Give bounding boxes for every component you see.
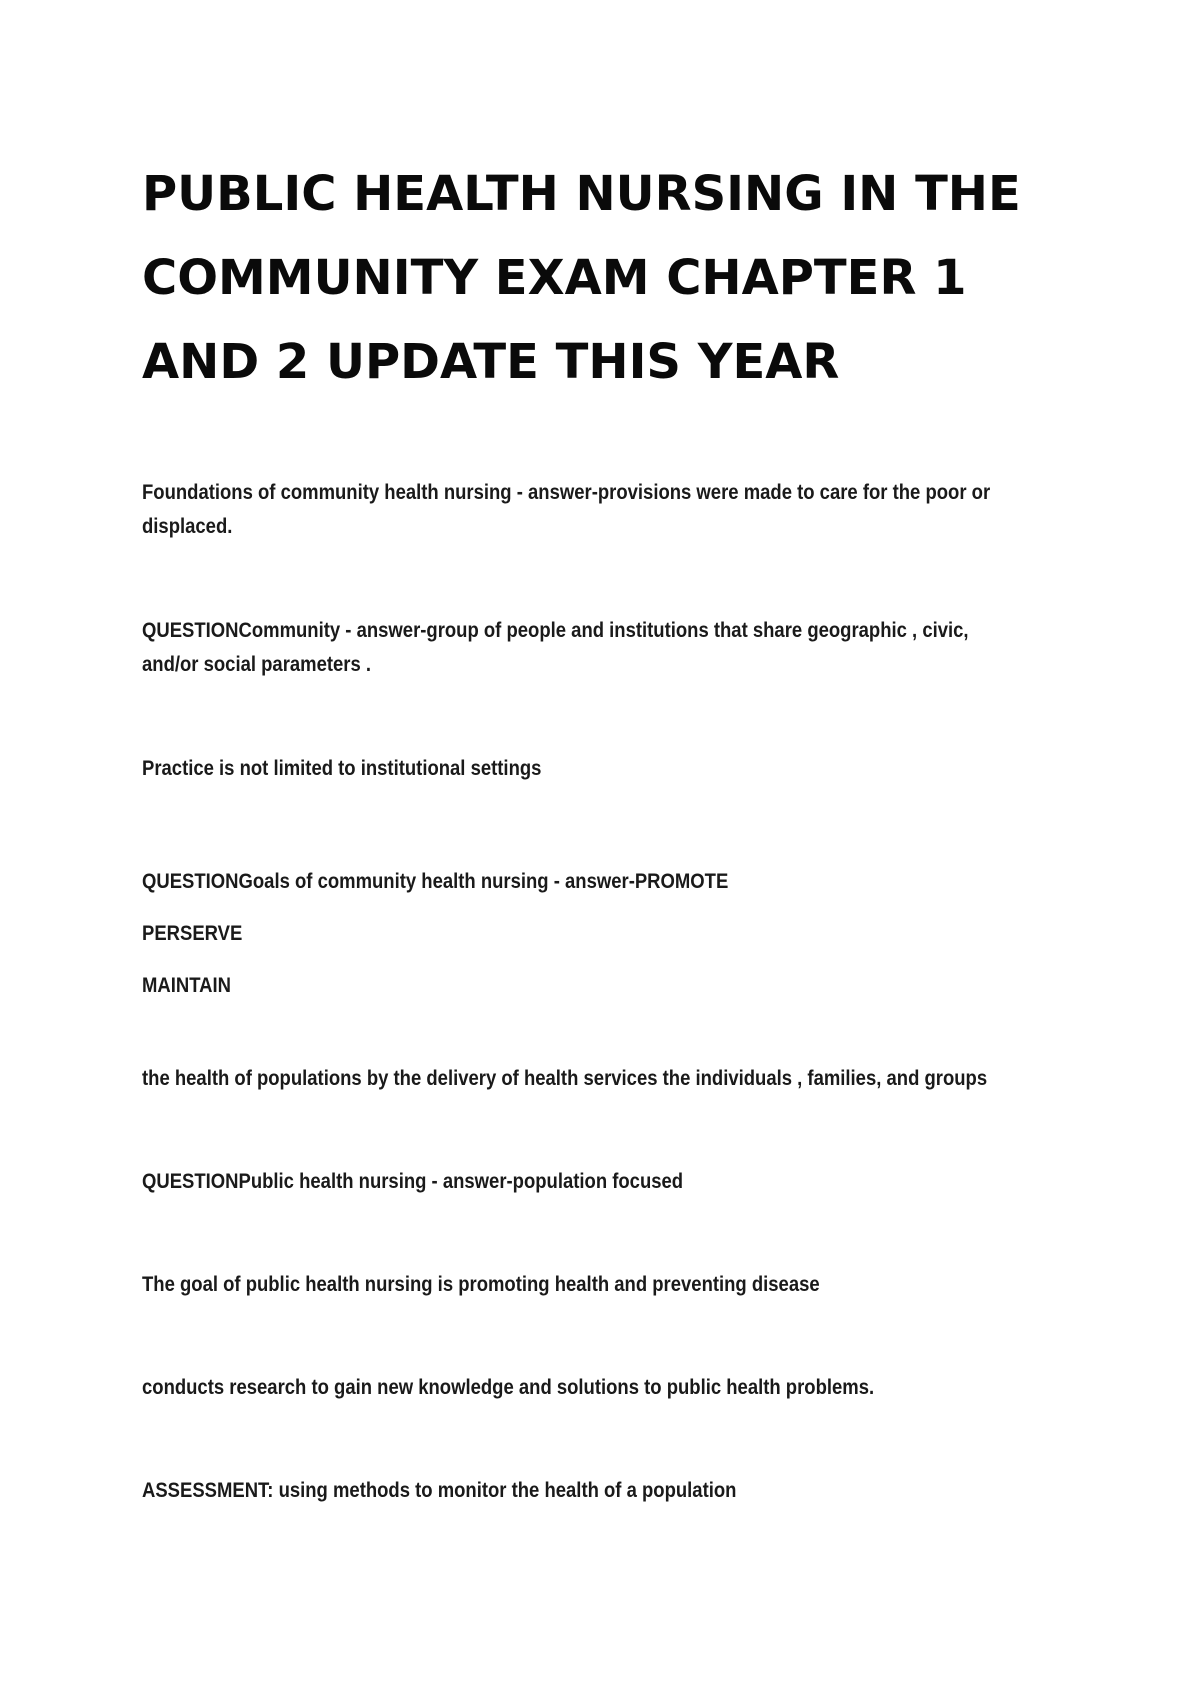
paragraph-line: ASSESSMENT: using methods to monitor the health of a population xyxy=(142,1479,737,1502)
paragraph-health-of-populations xyxy=(142,1062,1062,1096)
paragraph-line: and/or social parameters . xyxy=(142,653,372,676)
paragraph-line: QUESTIONGoals of community health nursing - answer-PROMOTE xyxy=(142,870,729,893)
paragraph-line: conducts research to gain new knowledge and solutions to public health problems. xyxy=(142,1376,875,1399)
paragraph-community xyxy=(142,614,1062,682)
paragraph-line: The goal of public health nursing is promoting health and preventing disease xyxy=(142,1273,820,1296)
paragraph-practice xyxy=(142,752,952,786)
paragraph-line: Foundations of community health nursing - answer-provisions were made to care for the poor or xyxy=(142,481,991,504)
paragraph-line: QUESTIONCommunity - answer-group of people and institutions that share geographic , civic, xyxy=(142,619,969,642)
paragraph-line: QUESTIONPublic health nursing - answer-population focused xyxy=(142,1170,684,1193)
paragraph-goal xyxy=(142,1268,952,1302)
paragraph-line: Practice is not limited to institutional settings xyxy=(142,757,542,780)
paragraph-line: MAINTAIN xyxy=(142,974,231,997)
paragraph-line: displaced. xyxy=(142,515,233,538)
paragraph-goals xyxy=(142,856,952,1012)
paragraph-line: PERSERVE xyxy=(142,922,243,945)
paragraph-public-health-nursing xyxy=(142,1165,952,1199)
title-line: PUBLIC HEALTH NURSING IN THE xyxy=(142,166,1021,222)
title-line: AND 2 UPDATE THIS YEAR xyxy=(142,334,840,390)
paragraph-foundations xyxy=(142,476,1062,544)
title-line: COMMUNITY EXAM CHAPTER 1 xyxy=(142,250,967,306)
paragraph-research xyxy=(142,1371,952,1405)
paragraph-line: the health of populations by the delivery of health services the individuals , families, and groups xyxy=(142,1067,988,1090)
paragraph-assessment xyxy=(142,1474,952,1508)
document-title xyxy=(142,152,1082,404)
